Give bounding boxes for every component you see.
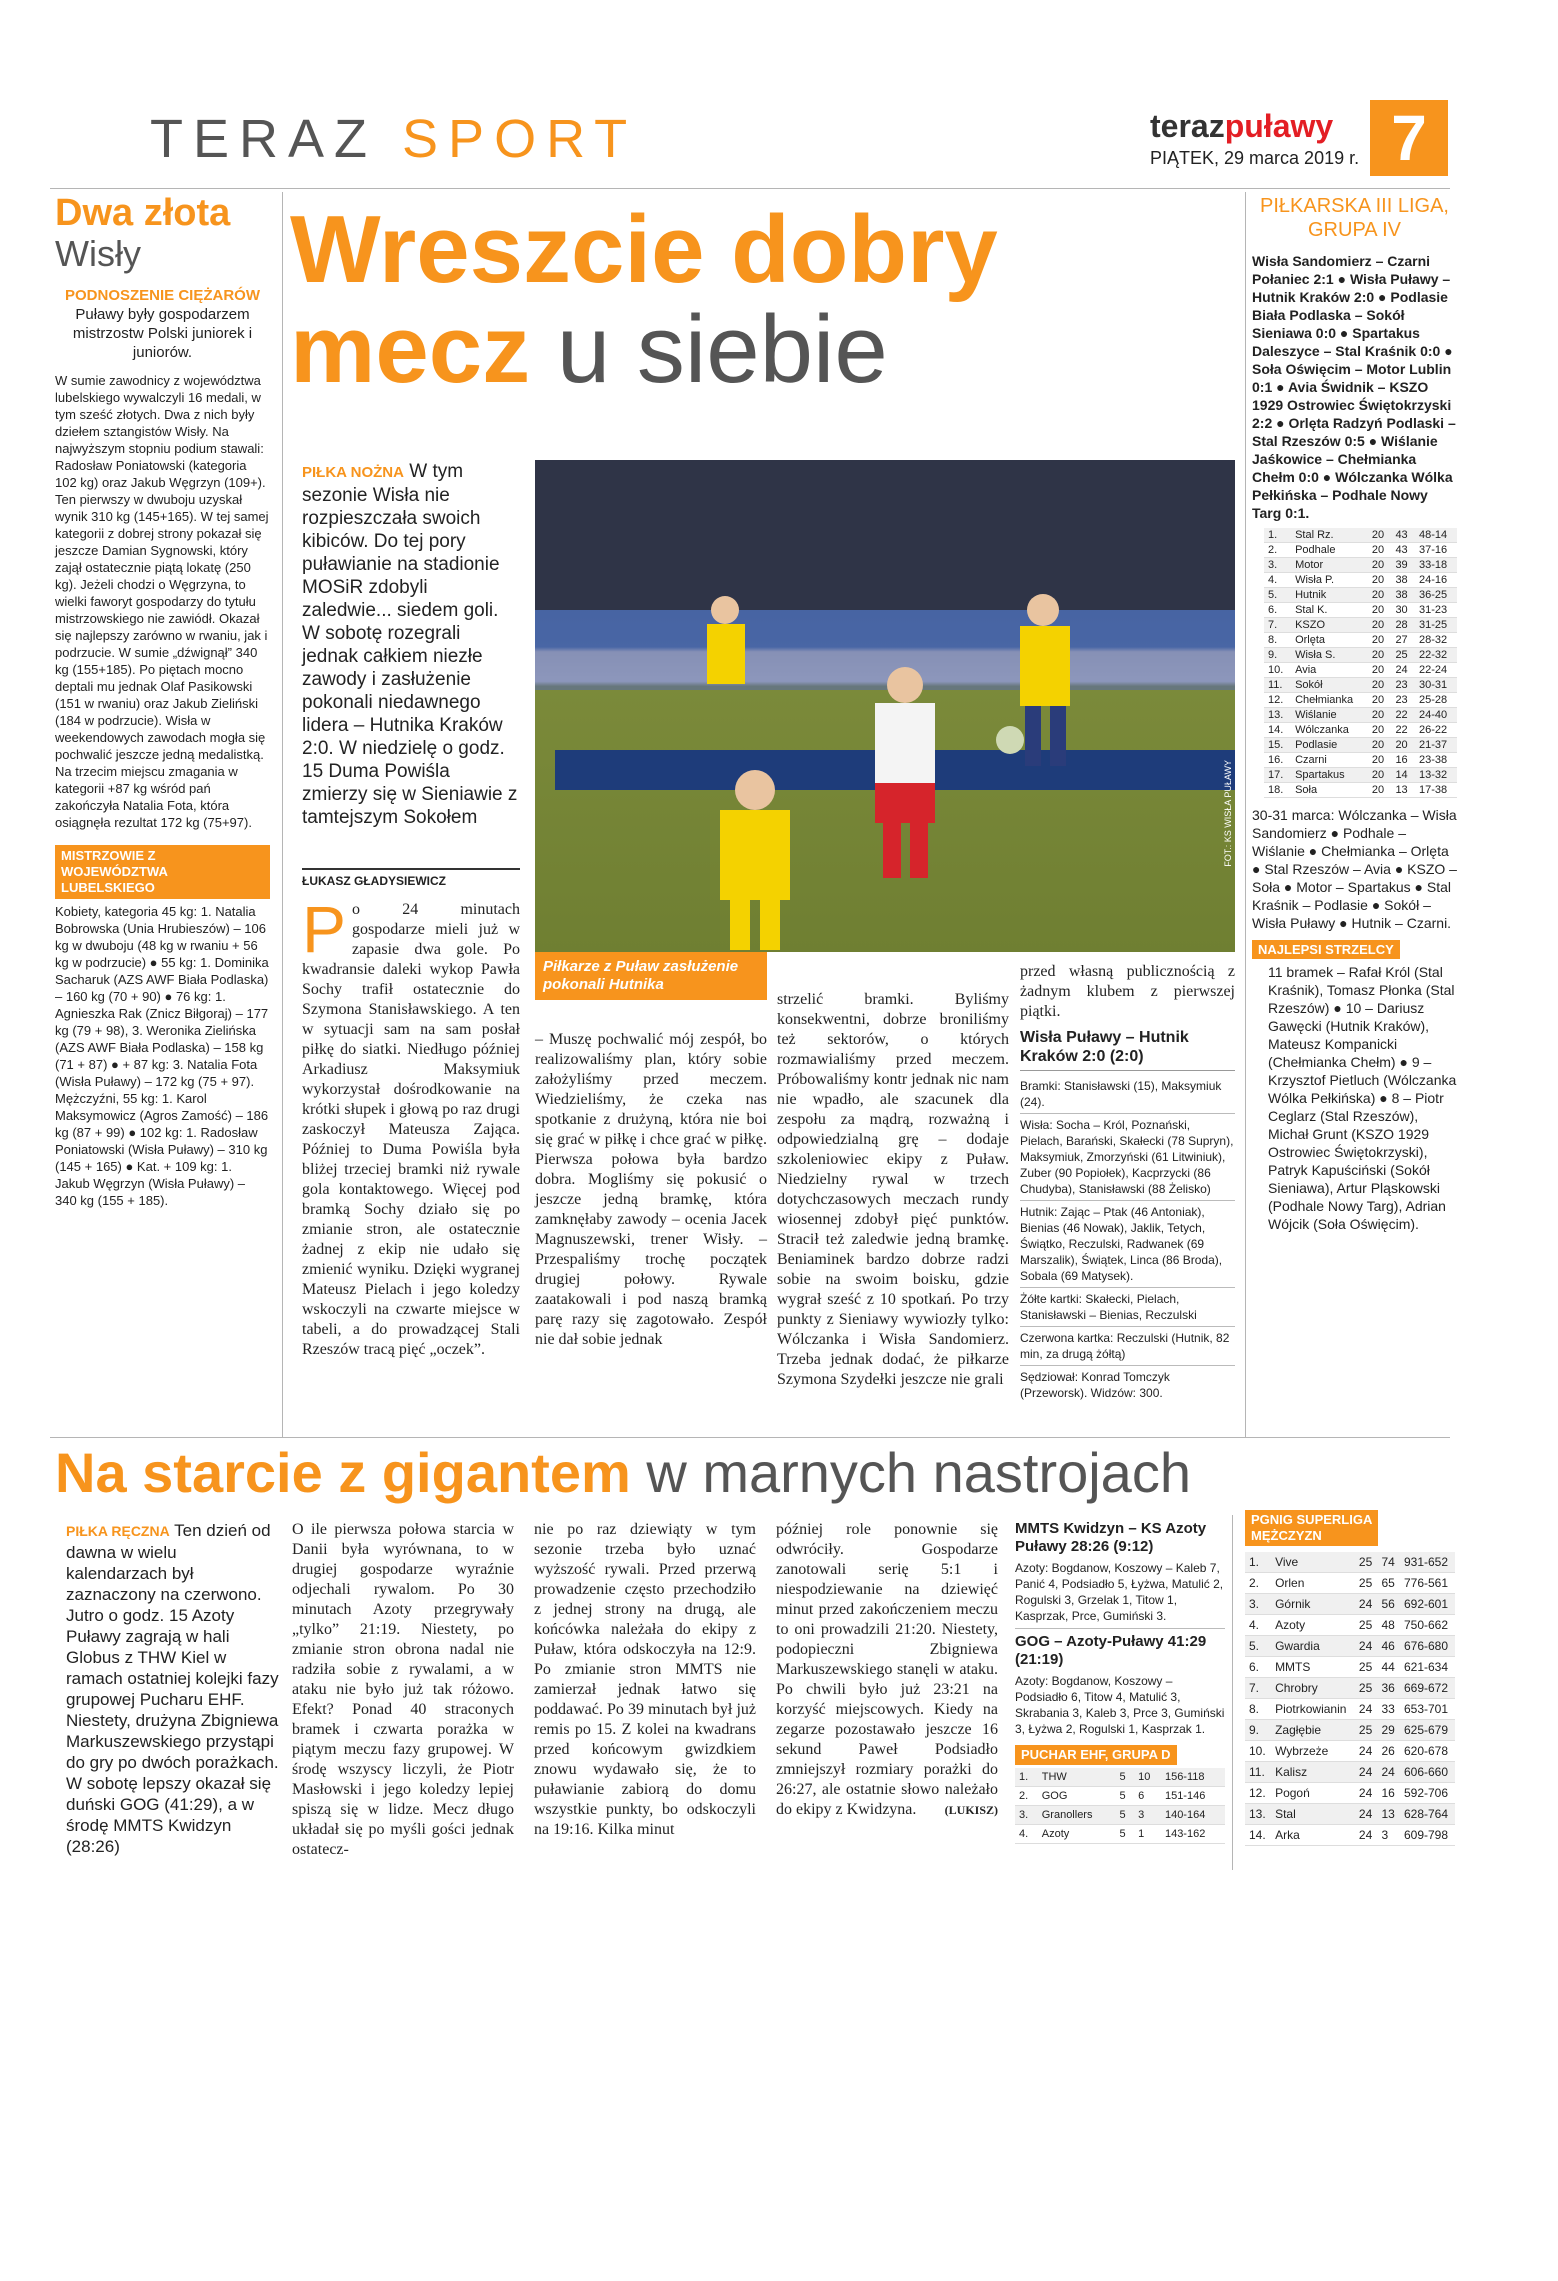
table-cell: 20 (1368, 723, 1392, 738)
table-cell: 25 (1355, 1678, 1378, 1699)
champions-box-title: MISTRZOWIE Z WOJEWÓDZTWA LUBELSKIEGO (55, 845, 270, 899)
table-cell: 8. (1245, 1699, 1271, 1720)
table-cell: 621-634 (1400, 1657, 1455, 1678)
table-cell: 1. (1245, 1552, 1271, 1573)
table-cell: 7. (1264, 618, 1291, 633)
table-cell: 24 (1355, 1783, 1378, 1804)
table-cell: Motor (1291, 558, 1368, 573)
table-cell: Granollers (1038, 1806, 1116, 1825)
table-cell: 151-146 (1161, 1787, 1225, 1806)
table-cell: 46 (1377, 1636, 1400, 1657)
table-cell: 23 (1391, 693, 1415, 708)
table-cell: 5. (1264, 588, 1291, 603)
match-photo (535, 460, 1235, 952)
table-row (1264, 648, 1457, 663)
table-cell: 23 (1391, 678, 1415, 693)
table-cell: MMTS (1271, 1657, 1355, 1678)
table-cell: 7. (1245, 1678, 1271, 1699)
table-row (1264, 723, 1457, 738)
table-cell: 20 (1368, 663, 1392, 678)
table-cell: KSZO (1291, 618, 1368, 633)
table-cell: 6 (1134, 1787, 1161, 1806)
table-cell: Podlasie (1291, 738, 1368, 753)
table-row (1245, 1594, 1455, 1615)
table-cell: Azoty (1271, 1615, 1355, 1636)
table-cell: 26-22 (1415, 723, 1457, 738)
table-cell: 1 (1134, 1825, 1161, 1844)
table-cell: 29 (1377, 1720, 1400, 1741)
pgnig-title: PGNIG SUPERLIGA MĘŻCZYZN (1245, 1510, 1378, 1546)
table-cell: 3 (1134, 1806, 1161, 1825)
table-cell: 24 (1355, 1699, 1378, 1720)
table-cell: 26 (1377, 1741, 1400, 1762)
table-cell: 2. (1264, 543, 1291, 558)
table-cell: 20 (1368, 783, 1392, 798)
table-cell: 43 (1391, 543, 1415, 558)
photo-caption: Piłkarze z Puław zasłużenie pokonali Hutnika (535, 952, 767, 1000)
table-cell: 20 (1368, 708, 1392, 723)
table-cell: Avia (1291, 663, 1368, 678)
table-row (1245, 1762, 1455, 1783)
table-cell: Vive (1271, 1552, 1355, 1573)
table-cell: 13. (1264, 708, 1291, 723)
table-cell: 14 (1391, 768, 1415, 783)
match-report-wisla: Wisła: Socha – Król, Poznański, Pielach, Barański, Skałecki (78 Supryn), Maksymiuk, Zmorzyński (61 Litwiniuk), Zuber (90 Popiołek), Kacprzycki (86 Chudyba), Stanisławski (88 Żelisko) (1020, 1114, 1235, 1201)
table-cell: 4. (1245, 1615, 1271, 1636)
table-cell: 23-38 (1415, 753, 1457, 768)
table-row (1245, 1636, 1455, 1657)
bottom-headline: Na starcie z gigantem w marnych nastrojach (55, 1441, 1191, 1504)
table-cell: GOG (1038, 1787, 1116, 1806)
table-row (1264, 558, 1457, 573)
table-cell: Czarni (1291, 753, 1368, 768)
photo-credit: FOT.: KS WISŁA PUŁAWY (1223, 760, 1233, 867)
table-row (1264, 603, 1457, 618)
table-row (1264, 633, 1457, 648)
table-cell: 33-18 (1415, 558, 1457, 573)
table-cell: 609-798 (1400, 1825, 1455, 1846)
table-cell: 8. (1264, 633, 1291, 648)
table-cell: 10 (1134, 1768, 1161, 1787)
table-row (1264, 588, 1457, 603)
left-article (55, 192, 270, 1209)
main-col-2: – Muszę pochwalić mój zespół, bo realizowaliśmy plan, który sobie założyliśmy przed meczem. Wiedzieliśmy, że czeka nas spotkanie z drużyną, która nie boi się grać w piłkę i chce grać w piłkę. Pierwsza połowa była bardzo dobra. Mogliśmy się pokusić o jeszcze jedną bramkę, która zamknęłaby zawody – ocenia Jacek Magnuszewski, trener Wisły. – Przespaliśmy trochę początek drugiej połowy. Rywale zaatakowali i pod naszą bramką parę razy się zagotowało. Zespół nie dał sobie jednak (535, 1031, 767, 1348)
table-cell: 15. (1264, 738, 1291, 753)
table-cell: Chrobry (1271, 1678, 1355, 1699)
table-row (1264, 618, 1457, 633)
table-cell: 20 (1368, 543, 1392, 558)
league-title: PIŁKARSKA III LIGA, GRUPA IV (1260, 195, 1449, 241)
table-cell: 1. (1264, 528, 1291, 543)
table-cell: 676-680 (1400, 1636, 1455, 1657)
table-cell: 24 (1391, 663, 1415, 678)
table-cell: 27 (1391, 633, 1415, 648)
table-cell: 74 (1377, 1552, 1400, 1573)
table-row (1264, 528, 1457, 543)
table-cell: 6. (1264, 603, 1291, 618)
table-cell: 13-32 (1415, 768, 1457, 783)
match-report-title: Wisła Puławy – Hutnik Kraków 2:0 (2:0) (1020, 1028, 1235, 1071)
match-report-red: Czerwona kartka: Reczulski (Hutnik, 82 min, za drugą żółtą) (1020, 1327, 1235, 1366)
table-row (1264, 693, 1457, 708)
ehf-table (1015, 1768, 1225, 1844)
table-cell: 14. (1245, 1825, 1271, 1846)
main-col-1: P o 24 minutach gospodarze mieli już w zapasie dwa gole. Po kwadransie daleki wykop Pawła Sochy trafił ostatecznie do Szymona Stanisławskiego. A ten w sytuacji sam na sam posłał piłkę do siatki. Niedługo później Arkadiusz Maksymiuk wykorzystał dośrodkowanie na krótki słupek i głową po raz drugi zaskoczył Mateusza Zająca. Później to Duma Powiśla była bliżej trzeciej bramki niż rywale gola kontaktowego. Więcej pod bramką Sochy działo się po zmianie stron, ale ostatecznie żadnej z ekip nie udało się zmienić wyniku. Dzięki wygranej Mateusz Pielach i jego koledzy wskoczyli na czwarte miejsce w tabeli, a do prowadzącej Stali Rzeszów tracą pięć „oczek”. (302, 892, 520, 1358)
table-cell: 625-679 (1400, 1720, 1455, 1741)
table-cell: Pogoń (1271, 1783, 1355, 1804)
table-cell: 592-706 (1400, 1783, 1455, 1804)
table-cell: Spartakus (1291, 768, 1368, 783)
table-cell: Gwardia (1271, 1636, 1355, 1657)
table-cell: 606-660 (1400, 1762, 1455, 1783)
table-cell: 10. (1264, 663, 1291, 678)
section-title-sport: SPORT (402, 109, 638, 169)
table-cell: 11. (1264, 678, 1291, 693)
page-number: 7 (1391, 102, 1427, 174)
table-cell: 22-32 (1415, 648, 1457, 663)
match-report-yellow: Żółte kartki: Skałecki, Pielach, Stanisławski – Bienias, Reczulski (1020, 1288, 1235, 1327)
table-cell: 25 (1391, 648, 1415, 663)
table-cell: Sokół (1291, 678, 1368, 693)
table-cell: 25 (1355, 1720, 1378, 1741)
table-cell: 24 (1377, 1762, 1400, 1783)
table-cell: 628-764 (1400, 1804, 1455, 1825)
table-cell: 24-16 (1415, 573, 1457, 588)
table-cell: 22 (1391, 708, 1415, 723)
league-results: Wisła Sandomierz – Czarni Połaniec 2:1 ● Wisła Puławy – Hutnik Kraków 2:0 ● Podlasie Biała Podlaska – Sokół Sieniawa 0:0 ● Spartakus Daleszyce – Stal Kraśnik 0:0 ● Soła Oświęcim – Motor Lublin 0:1 ● Avia Świdnik – KSZO 1929 Ostrowiec Świętokrzyski 2:2 ● Orlęta Radzyń Podlaski – Stal Rzeszów 0:5 ● Wiślanie Jaśkowice – Chełmianka Chełm 0:0 ● Wólczanka Wólka Pełkińska – Podhale Nowy Targ 0:1. (1252, 253, 1456, 521)
table-cell: 33 (1377, 1699, 1400, 1720)
table-cell: 11. (1245, 1762, 1271, 1783)
page-header (150, 102, 1450, 174)
table-cell: 20 (1368, 588, 1392, 603)
pgnig-box (1245, 1510, 1455, 1846)
table-cell: Orlęta (1291, 633, 1368, 648)
table-cell: 30-31 (1415, 678, 1457, 693)
table-cell: Stal K. (1291, 603, 1368, 618)
table-cell: 24 (1355, 1825, 1378, 1846)
table-cell: Górnik (1271, 1594, 1355, 1615)
ehf-title: PUCHAR EHF, GRUPA D (1015, 1745, 1177, 1765)
table-cell: Kalisz (1271, 1762, 1355, 1783)
table-cell: 25 (1355, 1573, 1378, 1594)
table-cell: 21-37 (1415, 738, 1457, 753)
table-cell: 20 (1368, 603, 1392, 618)
table-cell: 20 (1391, 738, 1415, 753)
table-cell: 620-678 (1400, 1741, 1455, 1762)
table-cell: 20 (1368, 678, 1392, 693)
table-cell: 20 (1368, 558, 1392, 573)
table-cell: 31-23 (1415, 603, 1457, 618)
table-cell: 20 (1368, 573, 1392, 588)
table-cell: 13 (1391, 783, 1415, 798)
table-cell: 2. (1245, 1573, 1271, 1594)
handball-match-2-title: GOG – Azoty-Puławy 41:29 (21:19) (1015, 1633, 1207, 1668)
table-cell: 3 (1377, 1825, 1400, 1846)
table-row (1015, 1787, 1225, 1806)
table-row (1015, 1768, 1225, 1787)
table-cell: 9. (1264, 648, 1291, 663)
table-cell: 25 (1355, 1657, 1378, 1678)
table-cell: 13. (1245, 1804, 1271, 1825)
table-cell: 5 (1115, 1825, 1134, 1844)
table-cell: 24 (1355, 1741, 1378, 1762)
table-cell: 24 (1355, 1804, 1378, 1825)
table-cell: 5. (1245, 1636, 1271, 1657)
table-cell: Arka (1271, 1825, 1355, 1846)
main-col-4: przed własną publicznością z żadnym klubem z pierwszej piątki. (1020, 963, 1235, 1020)
table-row (1015, 1806, 1225, 1825)
table-cell: 20 (1368, 528, 1392, 543)
table-cell: 4. (1015, 1825, 1038, 1844)
table-cell: 13 (1377, 1804, 1400, 1825)
table-cell: 17-38 (1415, 783, 1457, 798)
pgnig-table (1245, 1552, 1455, 1846)
main-headline-line-1: Wreszcie dobry (290, 196, 998, 303)
table-cell: 669-672 (1400, 1678, 1455, 1699)
masthead-logo: terazpuławy (1150, 108, 1334, 144)
main-headline (290, 196, 1240, 403)
table-cell: 22-24 (1415, 663, 1457, 678)
section-title-teraz: TERAZ (150, 109, 378, 169)
handball-match-1-title: MMTS Kwidzyn – KS Azoty Puławy 28:26 (9:12) (1015, 1520, 1207, 1555)
table-cell: 31-25 (1415, 618, 1457, 633)
table-cell: 24 (1355, 1636, 1378, 1657)
table-row (1245, 1783, 1455, 1804)
table-row (1245, 1573, 1455, 1594)
table-cell: 30 (1391, 603, 1415, 618)
match-report-hutnik: Hutnik: Zając – Ptak (46 Antoniak), Bienias (46 Nowak), Jaklik, Tetych, Świątko, Reczulski, Radwanek (69 Marszalik), Świątek, Linca (86 Broda), Sobala (69 Matysek). (1020, 1201, 1235, 1288)
table-cell: Stal (1271, 1804, 1355, 1825)
scorers-title: NAJLEPSI STRZELCY (1252, 940, 1400, 959)
table-cell: Azoty (1038, 1825, 1116, 1844)
table-cell: THW (1038, 1768, 1116, 1787)
table-cell: 750-662 (1400, 1615, 1455, 1636)
photo-illustration (535, 460, 1235, 952)
table-cell: 20 (1368, 768, 1392, 783)
league-table (1264, 528, 1457, 798)
table-row (1245, 1720, 1455, 1741)
table-cell: Hutnik (1291, 588, 1368, 603)
table-cell: 692-601 (1400, 1594, 1455, 1615)
champions-box-text: Kobiety, kategoria 45 kg: 1. Natalia Bobrowska (Unia Hrubieszów) – 106 kg w dwuboju (48 kg w rwaniu + 56 kg w podrzucie) ● 55 kg: 1. Dominika Sacharuk (AZS AWF Biała Podlaska) – 160 kg (70 + 90) ● 76 kg: 1. Agnieszka Rak (Znicz Biłgoraj) – 177 kg (79 + 98), 3. Weronika Zielińska (AZS AWF Biała Podlaska) – 158 kg (71 + 87) ● + 87 kg: 3. Natalia Fota (Wisła Puławy) – 172 kg (75 + 97). Mężczyźni, 55 kg: 1. Karol Maksymowicz (Agros Zamość) – 186 kg (87 + 99) ● 102 kg: 1. Radosław Poniatowski (Wisła Puławy) – 310 kg (145 + 165) ● Kat. + 109 kg: 1. Jakub Węgrzyn (Wisła Puławy) – 340 kg (155 + 185). (55, 904, 269, 1208)
league-next-round: 30-31 marca: Wólczanka – Wisła Sandomierz ● Podhale – Wiślanie ● Chełmianka – Orlęta ● Stal Rzeszów – Avia ● KSZO – Soła ● Motor – Spartakus ● Stal Kraśnik – Podlasie ● Sokół – Wisła Puławy ● Hutnik – Czarni. (1252, 807, 1457, 931)
table-row (1245, 1804, 1455, 1825)
table-cell: 39 (1391, 558, 1415, 573)
table-cell: 24-40 (1415, 708, 1457, 723)
table-cell: 18. (1264, 783, 1291, 798)
table-cell: 20 (1368, 693, 1392, 708)
table-cell: Soła (1291, 783, 1368, 798)
main-headline-line-2: mecz u siebie (290, 296, 888, 403)
table-cell: 48-14 (1415, 528, 1457, 543)
table-cell: 5 (1115, 1806, 1134, 1825)
match-report-ref: Sędziował: Konrad Tomczyk (Przeworsk). Widzów: 300. (1020, 1370, 1170, 1400)
bottom-col-2: nie po raz dziewiąty w tym sezonie trzeba było uznać wyższość rywali. Przed przerwą prowadzenie często przechodziło z jednej strony na drugą, ale końcówka należała do ekipy z Puław, która odskoczyła na 12:9. Po zmianie stron MMTS nie zamierzał jednak łatwo się poddawać. Po 39 minutach był już remis po 15. Z kolei na kwadrans przed końcowym gwizdkiem znowu wydawało się, że to puławianie zabiorą do domu wszystkie punkty, bo odskoczyli na 19:16. Kilka minut (534, 1521, 756, 1838)
table-cell: 20 (1368, 753, 1392, 768)
table-cell: 20 (1368, 738, 1392, 753)
table-row (1245, 1825, 1455, 1846)
league-sidebar (1252, 192, 1457, 1233)
table-row (1245, 1657, 1455, 1678)
table-cell: 25-28 (1415, 693, 1457, 708)
table-cell: 776-561 (1400, 1573, 1455, 1594)
table-row (1264, 753, 1457, 768)
author-byline: ŁUKASZ GŁADYSIEWICZ (302, 868, 520, 888)
table-cell: 16 (1377, 1783, 1400, 1804)
table-row (1264, 783, 1457, 798)
table-cell: 6. (1245, 1657, 1271, 1678)
handball-results (1015, 1520, 1225, 1844)
table-cell: 56 (1377, 1594, 1400, 1615)
table-cell: 16. (1264, 753, 1291, 768)
table-cell: 12. (1264, 693, 1291, 708)
issue-date: PIĄTEK, 29 marca 2019 r. (1150, 148, 1360, 168)
table-cell: Chełmianka (1291, 693, 1368, 708)
table-cell: 20 (1368, 648, 1392, 663)
table-cell: Piotrkowianin (1271, 1699, 1355, 1720)
table-cell: 65 (1377, 1573, 1400, 1594)
table-cell: 36 (1377, 1678, 1400, 1699)
article-signature: (LUKISZ) (944, 1803, 998, 1817)
table-cell: Wólczanka (1291, 723, 1368, 738)
table-cell: 48 (1377, 1615, 1400, 1636)
table-row (1015, 1825, 1225, 1844)
table-cell: 1. (1015, 1768, 1038, 1787)
table-row (1245, 1615, 1455, 1636)
scorers-list: 11 bramek – Rafał Król (Stal Kraśnik), Tomasz Płonka (Stal Rzeszów) ● 10 – Dariusz Gawęcki (Hutnik Kraków), Mateusz Kompanicki (Chełmianka Chełm) ● 9 – Krzysztof Pietluch (Wólczanka Wólka Pełkińska) ● 8 – Piotr Ceglarz (Stal Rzeszów), Michał Grunt (KSZO 1929 Ostrowiec Świętokrzyski), Patryk Kapuściński (Sokół Sieniawa), Artur Pląskowski (Podhale Nowy Targ), Adrian Wójcik (Soła Oświęcim). (1268, 964, 1457, 1232)
table-cell: 25 (1355, 1615, 1378, 1636)
table-cell: 28 (1391, 618, 1415, 633)
table-cell: 38 (1391, 588, 1415, 603)
table-cell: 14. (1264, 723, 1291, 738)
table-cell: 10. (1245, 1741, 1271, 1762)
table-row (1264, 708, 1457, 723)
handball-match-1-squad: Azoty: Bogdanow, Koszowy – Kaleb 7, Panić 4, Podsiadło 5, Łyżwa, Matulić 2, Rogulski 3, Grzelak 1, Titow 1, Kasprzak, Prce, Gumiński 3. (1015, 1560, 1225, 1629)
left-article-subtitle: Wisły (55, 233, 141, 274)
table-row (1245, 1741, 1455, 1762)
table-row (1264, 663, 1457, 678)
table-cell: 12. (1245, 1783, 1271, 1804)
table-cell: Wisła P. (1291, 573, 1368, 588)
bottom-col-3: później role ponownie się odwróciły. Gospodarze zanotowali serię 5:1 i niespodziewanie na dziewięć minut przed zakończeniem meczu to oni prowadzili 21:20. Niestety, podopieczni Zbigniewa Markuszewskiego stanęli w ataku. Po chwili było już 23:21 na korzyść miejscowych. Kiedy na zegarze pozostawało jeszcze 16 sekund Paweł Podsiadło zmniejszył rozmiary porażki do 26:27, ale ostatnie słowo należało do ekipy z Kwidzyna. (LUKISZ) (776, 1521, 998, 1818)
main-col-3: strzelić bramki. Byliśmy konsekwentni, dobrze broniliśmy też sektorów, o których rozmawialiśmy przed meczem. Próbowaliśmy kontr jednak nic nam nie wpadło, ale szacunek dla zespołu za mądrą, rozważną i odpowiedzialną grę – dodaje szkoleniowiec ekipy z Puław. Niedzielny rywal w trzech dotychczasowych meczach rundy wiosennej zdobył pięć punktów. Stracił też zaledwie jedną bramkę. Beniaminek bardzo dobrze radzi sobie na swoim boisku, gdzie wygrał sześć z 10 spotkań. Po trzy punkty z Sieniawy wywiozły tylko: Wólczanka i Wisła Sandomierz. Trzeba jednak dodać, że piłkarze Szymona Szydełki jeszcze nie grali (777, 991, 1009, 1388)
table-cell: 20 (1368, 618, 1392, 633)
table-cell: 140-164 (1161, 1806, 1225, 1825)
table-cell: Wisła S. (1291, 648, 1368, 663)
table-row (1264, 678, 1457, 693)
table-cell: 156-118 (1161, 1768, 1225, 1787)
match-report-goals: Bramki: Stanisławski (15), Maksymiuk (24). (1020, 1075, 1235, 1114)
left-article-title: Dwa złota (55, 192, 231, 234)
page-number-box (1370, 100, 1448, 176)
table-cell: Zagłębie (1271, 1720, 1355, 1741)
bottom-lead: PIŁKA RĘCZNA Ten dzień od dawna w wielu kalendarzach był zaznaczony na czerwono. Jutro o godz. 15 Azoty Puławy zagrają w hali Globus z THW Kiel w ramach ostatniej kolejki fazy grupowej Pucharu EHF. Niestety, drużyna Zbigniewa Markuszewskiego przystąpi do gry po dwóch porażkach. W sobotę lepszy okazał się duński GOG (41:29), a w środę MMTS Kwidzyn (28:26) (66, 1521, 279, 1856)
table-cell: 653-701 (1400, 1699, 1455, 1720)
handball-match-2-squad: Azoty: Bogdanow, Koszowy – Podsiadło 6, Titow 4, Matulić 3, Skrabania 3, Kaleb 3, Prce 3, Gumiński 3, Łyżwa 2, Rogulski 1, Kasprzak 1. (1015, 1674, 1225, 1736)
table-cell: 9. (1245, 1720, 1271, 1741)
table-row (1245, 1552, 1455, 1573)
drop-cap: P (302, 892, 347, 966)
table-cell: 24 (1355, 1762, 1378, 1783)
section-title (150, 108, 637, 170)
table-cell: 37-16 (1415, 543, 1457, 558)
table-cell: 5 (1115, 1768, 1134, 1787)
left-article-body: W sumie zawodnicy z województwa lubelskiego wywalczyli 16 medali, w tym sześć złotych. Dwa z nich były dziełem sztangistów Wisły. Na najwyższym stopniu podium stawali: Radosław Poniatowski (kategoria 102 kg) oraz Jakub Węgrzyn (109+). Ten pierwszy w dwuboju uzyskał wynik 310 kg (145+165). W tej samej kategorii z dobrej strony pokazał się jeszcze Damian Sygnowski, który zajął ostatecznie piątą lokatę (250 kg). Jeżeli chodzi o Węgrzyna, to wielki faworyt gospodarzy do tytułu mistrzowskiego nie zawiódł. Okazał się najlepszy zarówno w rwaniu, jak i podrzucie. W sumie „dźwignął” 340 kg (155+185). Po piętach mocno deptali mu jednak Olaf Pasikowski (151 w rwaniu) oraz Jakub Zieliński (184 w podrzucie). Wisła w weekendowych zawodach mogła się pochwalić jeszcze jedną medalistką. Na trzecim miejscu zmagania w kategorii +87 kg wśród pań zakończyła Natalia Fota, która osiągnęła rezultat 172 kg (75+97). (55, 373, 269, 830)
table-cell: 3. (1015, 1806, 1038, 1825)
table-row (1245, 1678, 1455, 1699)
table-cell: 25 (1355, 1552, 1378, 1573)
left-article-lead: PODNOSZENIE CIĘŻARÓW Puławy były gospodarzem mistrzostw Polski juniorek i juniorów. (64, 287, 260, 361)
table-cell: 38 (1391, 573, 1415, 588)
table-cell: Orlen (1271, 1573, 1355, 1594)
table-cell: 2. (1015, 1787, 1038, 1806)
table-cell: 4. (1264, 573, 1291, 588)
table-cell: 28-32 (1415, 633, 1457, 648)
table-cell: Podhale (1291, 543, 1368, 558)
table-cell: 3. (1245, 1594, 1271, 1615)
table-row (1264, 768, 1457, 783)
table-cell: 24 (1355, 1594, 1378, 1615)
table-row (1245, 1699, 1455, 1720)
table-cell: 16 (1391, 753, 1415, 768)
table-cell: 143-162 (1161, 1825, 1225, 1844)
table-cell: 36-25 (1415, 588, 1457, 603)
table-cell: Wybrzeże (1271, 1741, 1355, 1762)
main-lead: PIŁKA NOŻNA W tym sezonie Wisła nie rozpieszczała swoich kibiców. Do tej pory puławianie na stadionie MOSiR zdobyli zaledwie... siedem goli. W sobotę rozegrali jednak całkiem niezłe zawody i zasłużenie pokonali niedawnego lidera – Hutnika Kraków 2:0. W niedzielę o godz. 15 Duma Powiśla zmierzy się w Sieniawie z tamtejszym Sokołem (302, 461, 518, 828)
table-cell: 17. (1264, 768, 1291, 783)
table-row (1264, 543, 1457, 558)
table-cell: 20 (1368, 633, 1392, 648)
table-cell: Wiślanie (1291, 708, 1368, 723)
table-cell: Stal Rz. (1291, 528, 1368, 543)
table-cell: 44 (1377, 1657, 1400, 1678)
table-cell: 43 (1391, 528, 1415, 543)
table-cell: 5 (1115, 1787, 1134, 1806)
table-cell: 931-652 (1400, 1552, 1455, 1573)
table-cell: 3. (1264, 558, 1291, 573)
table-row (1264, 573, 1457, 588)
table-cell: 22 (1391, 723, 1415, 738)
table-row (1264, 738, 1457, 753)
bottom-col-1: O ile pierwsza połowa starcia w Danii była wyrównana, to w drugiej gospodarze wyraźnie odjechali rywalom. Po 30 minutach Azoty przegrywały „tylko” 21:19. Niestety, po zmianie stron obrona nadal nie radziła sobie z rywalami, a w ataku nie było już tak różowo. Efekt? Ponad 40 straconych bramek i czwarta porażka w piątym meczu fazy grupowej. W środę wszyscy liczyli, że Piotr Masłowski i jego koledzy lepiej spiszą się w lidze. Mecz długo układał się po myśli gości jednak ostatecz- (292, 1521, 514, 1858)
match-report (1020, 1028, 1235, 1404)
